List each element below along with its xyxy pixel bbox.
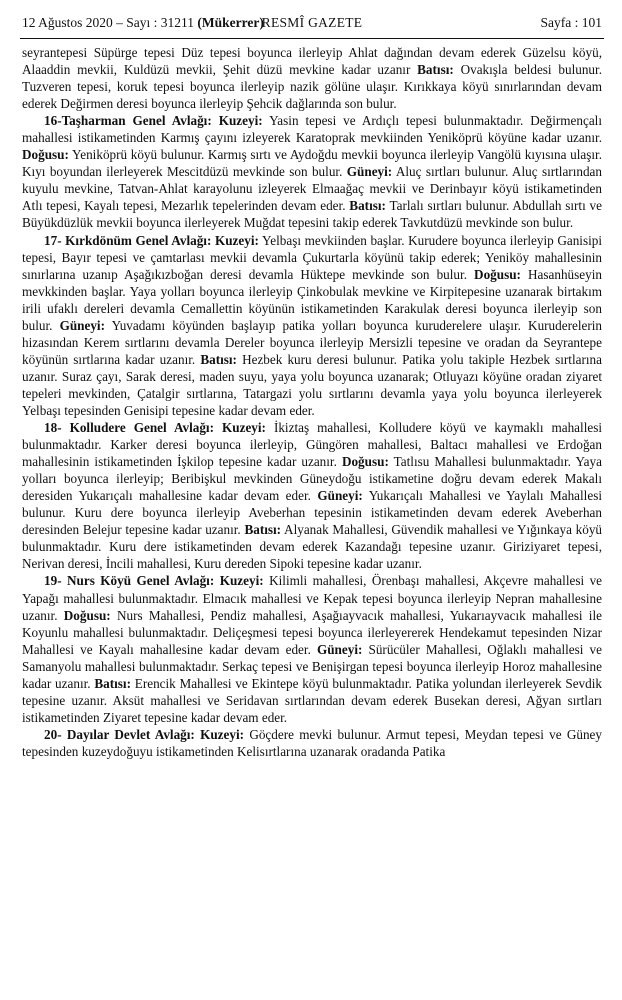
bold-label: Güneyi: <box>317 488 363 504</box>
text-run: Aluç sırtları bulunur. Aluç sırtlarından kuyulu mevkine, Tatvan-Ahlat karayolunu izleyerek Elmaağaç mevkii ve Derinbayır köyü istikametinden Atlı tepesi, Kayalı tepesi, Mezarlık tepelerinden devam eder. <box>22 164 602 214</box>
bold-label: Doğusu: <box>341 454 389 470</box>
text-run: Yasin tepesi ve Ardıçlı tepesi bulunmaktadır. Değirmençalı mahallesi istikametinden Karmış çayını izleyerek Karatoprak mevkiinden Yeniköprü köyüne kadar uzanır. <box>22 113 602 146</box>
bold-label: Batısı: <box>349 198 386 214</box>
bold-label: 20- Dayılar Devlet Avlağı: <box>44 726 195 742</box>
bold-label: Kuzeyi: <box>219 573 264 589</box>
text-run: Yeniköprü köyü bulunur. Karmış sırtı ve Aydoğdu mevkii boyunca ilerleyip Vangölü kıyısına ulaşır. Kıyı boyundan ilerleyerek Mescitdüzü mevkinde son bulur. <box>22 147 602 180</box>
text-run: Kilimli mahallesi, Örenbaşı mahallesi, Akçevre mahallesi ve Yapağı mahallesi bulunmaktadır. Elmacık mahallesi ve Kepak tepesi boyunca ilerleyip Nepran mahallesine uzanır. <box>22 573 603 623</box>
bold-label: Güneyi: <box>59 317 105 333</box>
text-run: Yelbaşı mevkiinden başlar. Kurudere boyunca ilerleyip Ganisipi tepesi, Bayır tepesi ve çamtarlası mevkii devamla Çukurtarla köyünü takip ederek; Yeniköy mahallesinin sınırlarına uzanıp Aşağıkızboğan deresi devamla Hüktepe mevkinde son bulur. <box>22 232 603 282</box>
page-header <box>22 10 602 36</box>
bold-label: Kuzeyi: <box>222 420 266 436</box>
bold-label: Batısı: <box>244 522 282 538</box>
paragraph-p0 <box>22 44 602 112</box>
bold-label: Güneyi: <box>316 641 363 657</box>
text-run: Hezbek kuru deresi bulunur. Patika yolu takiple Hezbek sırtlarına uzanır. Suraz çayı, Sarak deresi, maden suyu, yaya yolu boyunca uzanarak; Otluyazı köyüne oradan ziyaret tepeleri mevkinden, Çatalgir sırtlarına, Tatargazi yolu sırtlarını devamla yaya yolu boyunca ilerleyerek Yelbaşı tepesinden Genisipi tepesine kadar devam eder. <box>22 351 602 418</box>
header-rule <box>20 38 604 39</box>
bold-label: Güneyi: <box>346 164 393 180</box>
header-date: 12 Ağustos 2020 <box>22 15 113 30</box>
text-run: İkiztaş mahallesi, Kolludere köyü ve kaymaklı mahallesi bulunmaktadır. Karker deresi boyunca ilerleyip, Güngören mahallesi, Baltacı mahallesi ve Erdoğan mahallesinin istikametinden İşkilop tepesine kadar uzanır. <box>22 420 603 470</box>
text-run: Yukarıçalı Mahallesi ve Yaylalı Mahallesi bulunur. Kuru dere boyunca ilerleyip Aveberhan tepesinin istikametinden devam ederek Aveberhan deresinden Belejur tepesine kadar uzanır. <box>22 488 602 538</box>
header-page-number: Sayfa : 101 <box>540 15 602 30</box>
text-run <box>214 420 222 435</box>
bold-label: 17- Kırkdönüm Genel Avlağı: <box>44 232 212 248</box>
bold-label: Kuzeyi: <box>214 232 259 248</box>
bold-label: Doğusu: <box>63 607 111 623</box>
header-issue-separator: – <box>112 15 127 30</box>
header-issue-tag: (Mükerrer) <box>197 15 264 30</box>
bold-label: 18- Kolludere Genel Avlağı: <box>44 420 214 436</box>
text-run: Yuvadamı köyünden başlayıp patika yolları boyunca kuruderelere ulaşır. Kuruderelerin hizasından Kerem sırtlarını devamla Dereler boyunca ilerleyip Mersizli tepesine ve oradan da Seyrantepe köyünün sırtlarına kadar uzanır. <box>22 317 603 367</box>
text-run: Hasanhüseyin mevkkinden başlar. Yaya yolları boyunca ilerleyip Çinkobulak mevkine ve Kirpitepesine uzanarak birtakım irili ufaklı dereleri devamla Cemallettin köyünün istikametinden Karakulak deresi boyunca ilerleyip son bulur. <box>22 266 602 333</box>
bold-label: 16-Taşharman Genel Avlağı: <box>44 113 212 129</box>
text-run: Tarlalı sırtları bulunur. Abdullah sırtı ve Büyükdüzlük mevkii boyunca ilerleyerek Muğdat tepesini takip ederek Tavkutdüzü mevkinde son bulur. <box>22 198 602 231</box>
text-run: Alyanak Mahallesi, Güvendik mahallesi ve Yığınkaya köyü bulunmaktadır. Kuru dere istikametinden devam ederek Kazandağı tepesine uzanır. Giriziyaret tepesi, Nerivan deresi, İncili mahallesi, Kuru dereden Sipoki tepesine kadar uzanır. <box>22 522 603 572</box>
paragraph-p16 <box>22 112 602 231</box>
bold-label: Batısı: <box>94 675 131 691</box>
body-text <box>22 44 602 760</box>
bold-label: Kuzeyi: <box>200 726 245 742</box>
bold-label: Doğusu: <box>22 147 69 163</box>
text-run: Sürücüler Mahallesi, Oğlaklı mahallesi ve Samanyolu mahallesi bulunmaktadır. Serkaç tepesi ve Benişirgan tepesi boyunca ilerleyip Horoz mahallesine kadar uzanır. <box>22 641 603 691</box>
text-run: Nurs Mahallesi, Pendiz mahallesi, Aşağıayvacık mahallesi, Yukarıayvacık mahallesi ile Koyunlu mahallesi bulunmaktadır. Deliçeşmesi tepesi boyunca ilerleyererek Hendekamut tepesinden Nizar Mahallesi ve Kayalı mahallesine kadar devam eder. <box>22 607 602 657</box>
header-gazette-title: RESMÎ GAZETE <box>261 15 363 30</box>
paragraph-p19 <box>22 572 602 725</box>
header-issue: Sayı : 31211 <box>126 15 195 30</box>
bold-label: Batısı: <box>200 351 237 367</box>
text-run: Tatlısu Mahallesi bulunmaktadır. Yaya yolları boyunca ilerleyip; Beribişkul mevkinden Güneydoğu istikametine doğru devam ederek Makalı deresiden Yukarıçalı mahallesine kadar devam eder. <box>22 454 602 504</box>
bold-label: Doğusu: <box>474 266 521 282</box>
text-run: Erencik Mahallesi ve Ekintepe köyü bulunmaktadır. Patika yolundan ilerleyerek Sevdik tepesine uzanır. Aksüt mahallesi ve Seridavan sırtlarından devam ederek Busekan deresi, Ağyan sırtları istikametinden Ziyaret tepesine kadar devam eder. <box>22 675 602 725</box>
bold-label: Batısı: <box>417 62 454 78</box>
bold-label: Kuzeyi: <box>218 113 263 129</box>
paragraph-p20 <box>22 726 602 760</box>
text-run <box>212 113 219 128</box>
text-run: Göçdere mevki bulunur. Armut tepesi, Meydan tepesi ve Güney tepesinden kuzeydoğuyu istikametinden Kelisırtlarına uzanarak oradanda Patika <box>22 726 602 759</box>
text-run: Ovakışla beldesi bulunur. Tuzveren tepesi, koruk tepesi boyunca ilerleyip nazik gölüne ulaşır. Kırıkkaya köyü sınırlarından devam ederek Değirmen deresi boyunca ilerleyip Şehcik dağlarında son bulur. <box>22 62 602 112</box>
paragraph-p17 <box>22 232 602 420</box>
text-run: seyrantepesi Süpürge tepesi Düz tepesi boyunca ilerleyip Ahlat dağından devam ederek Güzelsu köyü, Alaaddin mevkii, Kuldüzü mevkii, Şehit düzü mevkine kadar uzanır <box>22 45 602 78</box>
bold-label: 19- Nurs Köyü Genel Avlağı: <box>44 573 215 589</box>
paragraph-p18 <box>22 419 602 572</box>
